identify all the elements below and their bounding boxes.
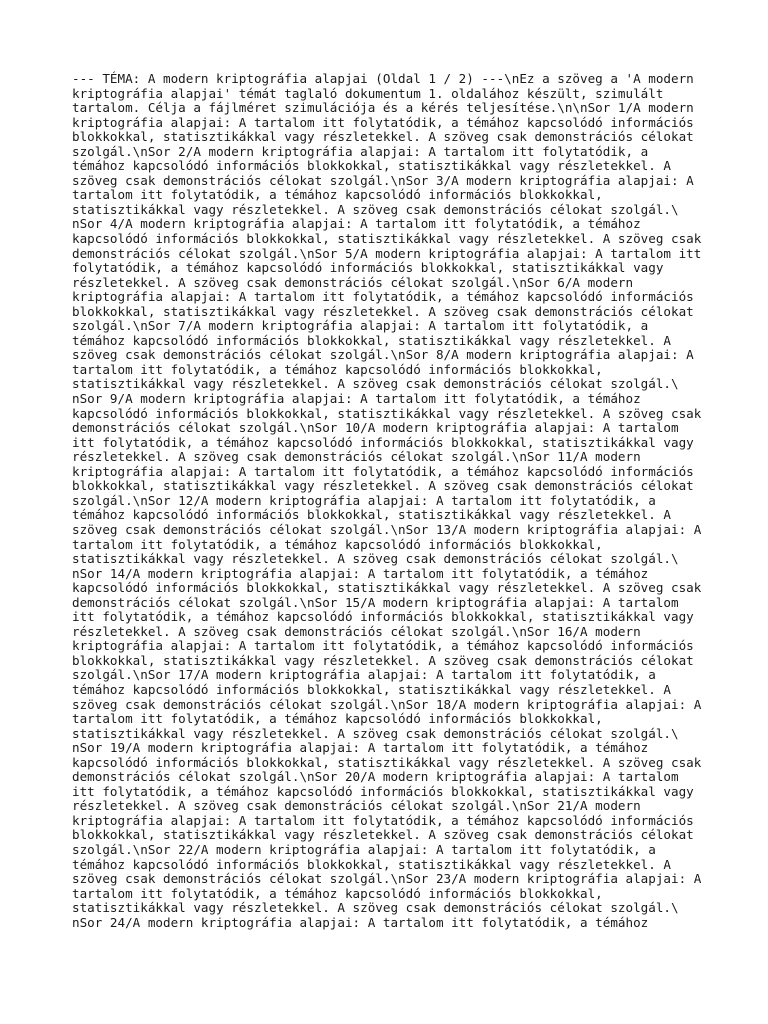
document-page — [72, 72, 704, 930]
document-text: --- TÉMA: A modern kriptográfia alapjai (Oldal 1 / 2) ---\nEz a szöveg a 'A modern kriptográfia alapjai' témát taglaló dokumentum 1. oldalához készült, szimulált tartalom. Célja a fájlméret szimulációja és a kérés teljesítése.\n\nSor 1/A modern kriptográfia alapjai: A tartalom itt folytatódik, a témához kapcsolódó információs blokkokkal, statisztikákkal vagy részletekkel. A szöveg csak demonstrációs célokat szolgál.\nSor 2/A modern kriptográfia alapjai: A tartalom itt folytatódik, a témához kapcsolódó információs blokkokkal, statisztikákkal vagy részletekkel. A szöveg csak demonstrációs célokat szolgál.\nSor 3/A modern kriptográfia alapjai: A tartalom itt folytatódik, a témához kapcsolódó információs blokkokkal, statisztikákkal vagy részletekkel. A szöveg csak demonstrációs célokat szolgál.\ nSor 4/A modern kriptográfia alapjai: A tartalom itt folytatódik, a témához kapcsolódó információs blokkokkal, statisztikákkal vagy részletekkel. A szöveg csak demonstrációs célokat szolgál.\nSor 5/A modern kriptográfia alapjai: A tartalom itt folytatódik, a témához kapcsolódó információs blokkokkal, statisztikákkal vagy részletekkel. A szöveg csak demonstrációs célokat szolgál.\nSor 6/A modern kriptográfia alapjai: A tartalom itt folytatódik, a témához kapcsolódó információs blokkokkal, statisztikákkal vagy részletekkel. A szöveg csak demonstrációs célokat szolgál.\nSor 7/A modern kriptográfia alapjai: A tartalom itt folytatódik, a témához kapcsolódó információs blokkokkal, statisztikákkal vagy részletekkel. A szöveg csak demonstrációs célokat szolgál.\nSor 8/A modern kriptográfia alapjai: A tartalom itt folytatódik, a témához kapcsolódó információs blokkokkal, statisztikákkal vagy részletekkel. A szöveg csak demonstrációs célokat szolgál.\ nSor 9/A modern kriptográfia alapjai: A tartalom itt folytatódik, a témához kapcsolódó információs blokkokkal, statisztikákkal vagy részletekkel. A szöveg csak demonstrációs célokat szolgál.\nSor 10/A modern kriptográfia alapjai: A tartalom itt folytatódik, a témához kapcsolódó információs blokkokkal, statisztikákkal vagy részletekkel. A szöveg csak demonstrációs célokat szolgál.\nSor 11/A modern kriptográfia alapjai: A tartalom itt folytatódik, a témához kapcsolódó információs blokkokkal, statisztikákkal vagy részletekkel. A szöveg csak demonstrációs célokat szolgál.\nSor 12/A modern kriptográfia alapjai: A tartalom itt folytatódik, a témához kapcsolódó információs blokkokkal, statisztikákkal vagy részletekkel. A szöveg csak demonstrációs célokat szolgál.\nSor 13/A modern kriptográfia alapjai: A tartalom itt folytatódik, a témához kapcsolódó információs blokkokkal, statisztikákkal vagy részletekkel. A szöveg csak demonstrációs célokat szolgál.\ nSor 14/A modern kriptográfia alapjai: A tartalom itt folytatódik, a témához kapcsolódó információs blokkokkal, statisztikákkal vagy részletekkel. A szöveg csak demonstrációs célokat szolgál.\nSor 15/A modern kriptográfia alapjai: A tartalom itt folytatódik, a témához kapcsolódó információs blokkokkal, statisztikákkal vagy részletekkel. A szöveg csak demonstrációs célokat szolgál.\nSor 16/A modern kriptográfia alapjai: A tartalom itt folytatódik, a témához kapcsolódó információs blokkokkal, statisztikákkal vagy részletekkel. A szöveg csak demonstrációs célokat szolgál.\nSor 17/A modern kriptográfia alapjai: A tartalom itt folytatódik, a témához kapcsolódó információs blokkokkal, statisztikákkal vagy részletekkel. A szöveg csak demonstrációs célokat szolgál.\nSor 18/A modern kriptográfia alapjai: A tartalom itt folytatódik, a témához kapcsolódó információs blokkokkal, statisztikákkal vagy részletekkel. A szöveg csak demonstrációs célokat szolgál.\ nSor 19/A modern kriptográfia alapjai: A tartalom itt folytatódik, a témához kapcsolódó információs blokkokkal, statisztikákkal vagy részletekkel. A szöveg csak demonstrációs célokat szolgál.\nSor 20/A modern kriptográfia alapjai: A tartalom itt folytatódik, a témához kapcsolódó információs blokkokkal, statisztikákkal vagy részletekkel. A szöveg csak demonstrációs célokat szolgál.\nSor 21/A modern kriptográfia alapjai: A tartalom itt folytatódik, a témához kapcsolódó információs blokkokkal, statisztikákkal vagy részletekkel. A szöveg csak demonstrációs célokat szolgál.\nSor 22/A modern kriptográfia alapjai: A tartalom itt folytatódik, a témához kapcsolódó információs blokkokkal, statisztikákkal vagy részletekkel. A szöveg csak demonstrációs célokat szolgál.\nSor 23/A modern kriptográfia alapjai: A tartalom itt folytatódik, a témához kapcsolódó információs blokkokkal, statisztikákkal vagy részletekkel. A szöveg csak demonstrációs célokat szolgál.\ nSor 24/A modern kriptográfia alapjai: A tartalom itt folytatódik, a témához — [72, 71, 702, 930]
